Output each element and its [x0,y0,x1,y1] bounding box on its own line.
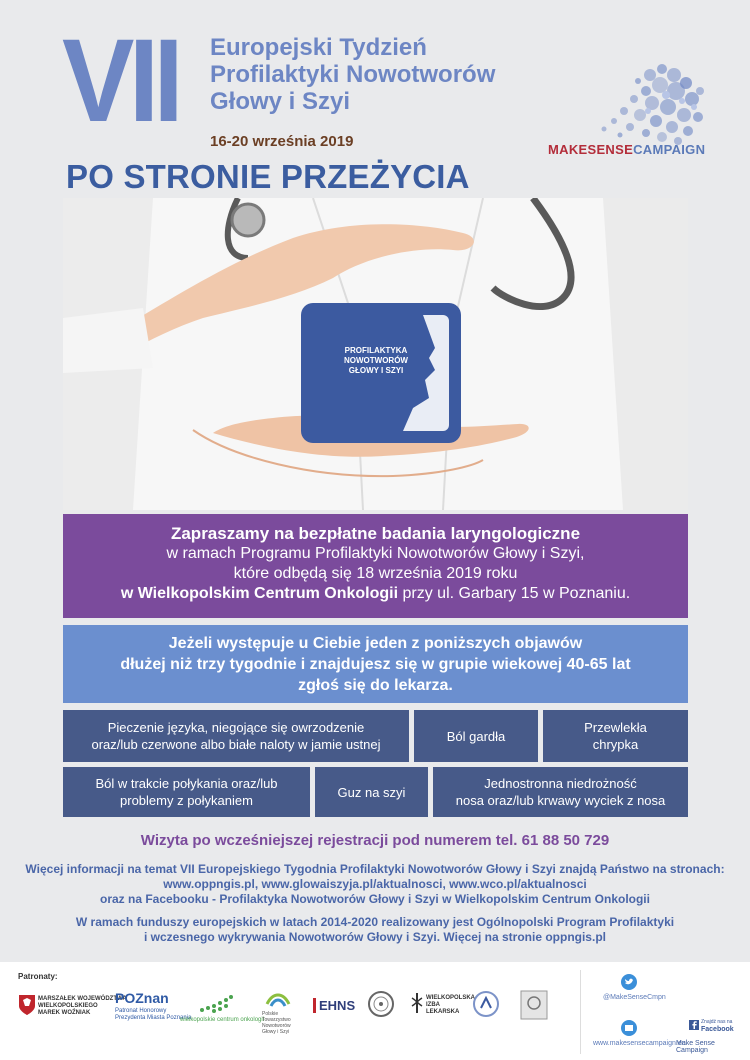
facebook-icon[interactable] [689,1020,699,1030]
sponsor-text: IZBA [426,1002,440,1008]
facebook-word: Facebook [701,1026,734,1033]
wco-dots-icon [198,994,234,1014]
izba-lekarska-logo [426,995,475,1016]
ptngis-logo [262,1011,291,1035]
badge-line: NOWOTWORÓW [344,356,408,365]
facebook-label[interactable] [701,1018,734,1034]
symptom-text: Przewlekła [584,720,647,735]
title-line: Profilaktyki Nowotworów [210,61,496,88]
marszalek-logo [38,996,127,1017]
funding-line: W ramach funduszy europejskich w latach 2014-2020 realizowany jest Ogólnopolski Program Profilaktyki [75,915,675,929]
symptom-box [414,710,538,762]
info-line: Więcej informacji na temat VII Europejskiego Tygodnia Profilaktyki Nowotworów Głowy i Szyi znajdą Państwo na stronach: [25,862,725,876]
warning-box [63,625,688,703]
funding-info [0,915,750,945]
symptom-text: oraz/lub czerwone albo białe naloty w jamie ustnej [91,737,381,752]
symptom-box [63,710,409,762]
symptom-text: chrypka [592,737,639,752]
symptom-text: Guz na szyi [337,784,406,800]
symptom-text: Jednostronna niedrożność [484,776,637,791]
invitation-line: które odbędą się 18 września 2019 roku [233,565,518,582]
sponsor-text: WIELKOPOLSKA [426,995,475,1001]
title-line: Europejski Tydzień [210,34,427,61]
round-society-icon [472,990,500,1018]
sponsor-text: Nowotworów [262,1023,291,1029]
invitation-venue: w Wielkopolskim Centrum Onkologii [120,585,399,602]
event-dates: 16-20 września 2019 [210,133,354,150]
warning-line: Jeżeli występuje u Ciebie jeden z poniższych objawów [168,635,583,652]
symptom-text: Ból gardła [446,728,506,744]
symptom-box [433,767,688,817]
sponsor-text: LEKARSKA [426,1009,460,1015]
registration-info: Wizyta po wcześniejszej rejestracji pod numerem tel. 61 88 50 729 [140,832,610,849]
caduceus-icon [410,992,424,1014]
logo-campaign: CAMPAIGN [633,142,706,157]
more-info [0,862,750,907]
symptom-box [315,767,428,817]
invitation-address: przy ul. Garbary 15 w Poznaniu. [398,585,631,602]
title-line: Głowy i Szyi [210,88,351,115]
warning-line: zgłoś się do lekarza. [298,677,453,694]
poznan-logo: POZnan [115,990,169,1006]
ptngis-icon [265,990,291,1010]
symptom-box [63,767,310,817]
sponsor-text: MARSZAŁEK WOJEWÓDZTWA [38,996,127,1002]
wielkopolska-crest-icon [18,994,36,1016]
facebook-find: Znajdź nas na [701,1019,733,1025]
make-sense-dots-logo [590,55,710,150]
sponsor-text: Polskie [262,1011,279,1017]
sponsor-text: WIELKOPOLSKIEGO [38,1003,98,1009]
logo-sense: SENSE [587,142,634,157]
wco-logo: wielkopolskie centrum onkologii [180,1017,265,1023]
logo-make: MAKE [548,142,588,157]
symptom-text: Ból w trakcie połykania oraz/lub [95,776,278,791]
make-sense-campaign-logo [548,142,705,157]
symptom-text: nosa oraz/lub krwawy wyciek z nosa [455,793,666,808]
info-line: oraz na Facebooku - Profilaktyka Nowotworów Głowy i Szyi w Wielkopolskim Centrum Onkologii [100,892,650,906]
symptom-box [543,710,688,762]
footer [0,962,750,1060]
patronaty-label: Patronaty: [18,972,58,981]
symptom-text: problemy z połykaniem [120,793,253,808]
sponsor-text: MAREK WOŹNIAK [38,1010,91,1016]
university-seal-icon [367,990,395,1018]
badge-line: GŁOWY I SZYI [348,366,404,375]
sponsor-text: Prezydenta Miasta Poznania [115,1015,192,1021]
invitation-line: Zapraszamy na bezpłatne badania laryngologiczne [170,524,581,543]
badge-line: PROFILAKTYKA [344,346,408,355]
event-title [210,34,495,115]
slogan: PO STRONIE PRZEŻYCIA [66,158,470,195]
twitter-icon[interactable] [621,974,637,990]
facebook-page-name[interactable]: Make Sense Campaign [676,1040,715,1054]
roman-numeral: VII [62,15,179,147]
info-links[interactable]: www.oppngis.pl, www.glowaiszyja.pl/aktualnosci, www.wco.pl/aktualnosci [163,877,587,891]
square-society-icon [520,990,548,1020]
program-badge [321,346,431,376]
funding-line: i wczesnego wykrywania Nowotworów Głowy i Szyi. Więcej na stronie oppngis.pl [144,930,606,944]
ehns-logo: EHNS [313,998,355,1013]
sponsor-text: Patronat Honorowy [115,1008,167,1014]
warning-line: dłużej niż trzy tygodnie i znajdujesz się w grupie wiekowej 40-65 lat [120,656,631,673]
social-media-block [580,970,740,1054]
twitter-handle[interactable]: @MakeSenseCmpn [603,994,666,1001]
doctor-hands-photo [63,198,688,510]
website-icon[interactable] [621,1020,637,1036]
symptom-text: Pieczenie języka, niegojące się owrzodzenie [107,720,365,735]
invitation-line: w ramach Programu Profilaktyki Nowotworów Głowy i Szyi, [166,545,585,562]
website-link[interactable]: www.makesensecampaign.eu [593,1040,686,1047]
invitation-box [63,514,688,618]
sponsor-text: Towarzystwo [262,1017,291,1023]
sponsor-text: Głowy i Szyi [262,1029,290,1035]
